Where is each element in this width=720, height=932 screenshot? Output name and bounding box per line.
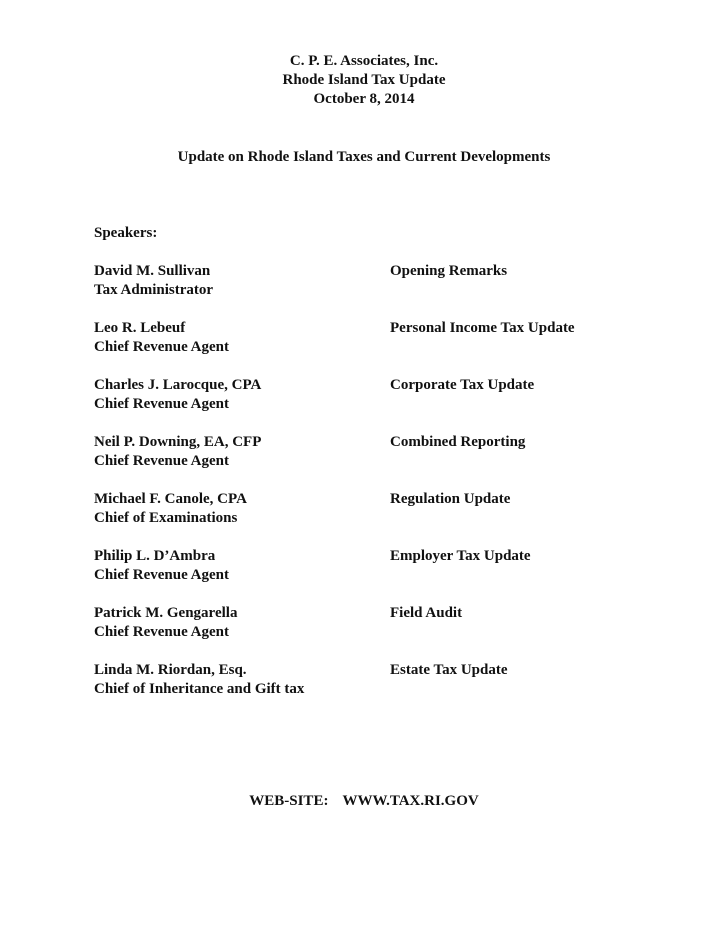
speaker-title: Chief of Examinations (94, 510, 238, 526)
speaker-entry (94, 262, 614, 319)
website-line (0, 792, 720, 811)
document-subtitle: Update on Rhode Island Taxes and Current Developments (177, 149, 551, 165)
speaker-topic: Estate Tax Update (390, 662, 508, 678)
document-header (0, 52, 720, 109)
website-label: WEB-SITE: (249, 793, 329, 809)
speaker-name: Philip L. D’Ambra (94, 548, 216, 564)
event-date: October 8, 2014 (313, 91, 415, 107)
speaker-entry (94, 490, 614, 547)
event-title: Rhode Island Tax Update (282, 72, 446, 88)
speaker-entry (94, 376, 614, 433)
speaker-name: David M. Sullivan (94, 263, 211, 279)
speaker-topic: Opening Remarks (390, 263, 508, 279)
speaker-topic: Combined Reporting (390, 434, 526, 450)
speaker-title: Chief Revenue Agent (94, 453, 229, 469)
speaker-entry (94, 319, 614, 376)
speaker-topic: Field Audit (390, 605, 463, 621)
speaker-name: Leo R. Lebeuf (94, 320, 186, 336)
speaker-entry (94, 433, 614, 490)
speaker-topic: Corporate Tax Update (390, 377, 535, 393)
speaker-name: Michael F. Canole, CPA (94, 491, 247, 507)
speaker-entry (94, 604, 614, 661)
speaker-name: Neil P. Downing, EA, CFP (94, 434, 262, 450)
speaker-title: Chief Revenue Agent (94, 396, 229, 412)
speaker-title: Chief of Inheritance and Gift tax (94, 681, 305, 697)
speaker-name: Patrick M. Gengarella (94, 605, 238, 621)
speaker-topic: Employer Tax Update (390, 548, 531, 564)
speaker-title: Chief Revenue Agent (94, 624, 229, 640)
organization-name: C. P. E. Associates, Inc. (289, 53, 439, 69)
speaker-entry (94, 547, 614, 604)
speaker-title: Chief Revenue Agent (94, 567, 229, 583)
speaker-list (94, 262, 614, 718)
speaker-topic: Regulation Update (390, 491, 511, 507)
speakers-heading: Speakers: (94, 225, 158, 241)
speaker-topic: Personal Income Tax Update (390, 320, 575, 336)
speaker-title: Tax Administrator (94, 282, 214, 298)
speaker-name: Linda M. Riordan, Esq. (94, 662, 247, 678)
speaker-entry (94, 661, 614, 718)
website-url: WWW.TAX.RI.GOV (342, 793, 479, 809)
speaker-name: Charles J. Larocque, CPA (94, 377, 262, 393)
speaker-title: Chief Revenue Agent (94, 339, 229, 355)
